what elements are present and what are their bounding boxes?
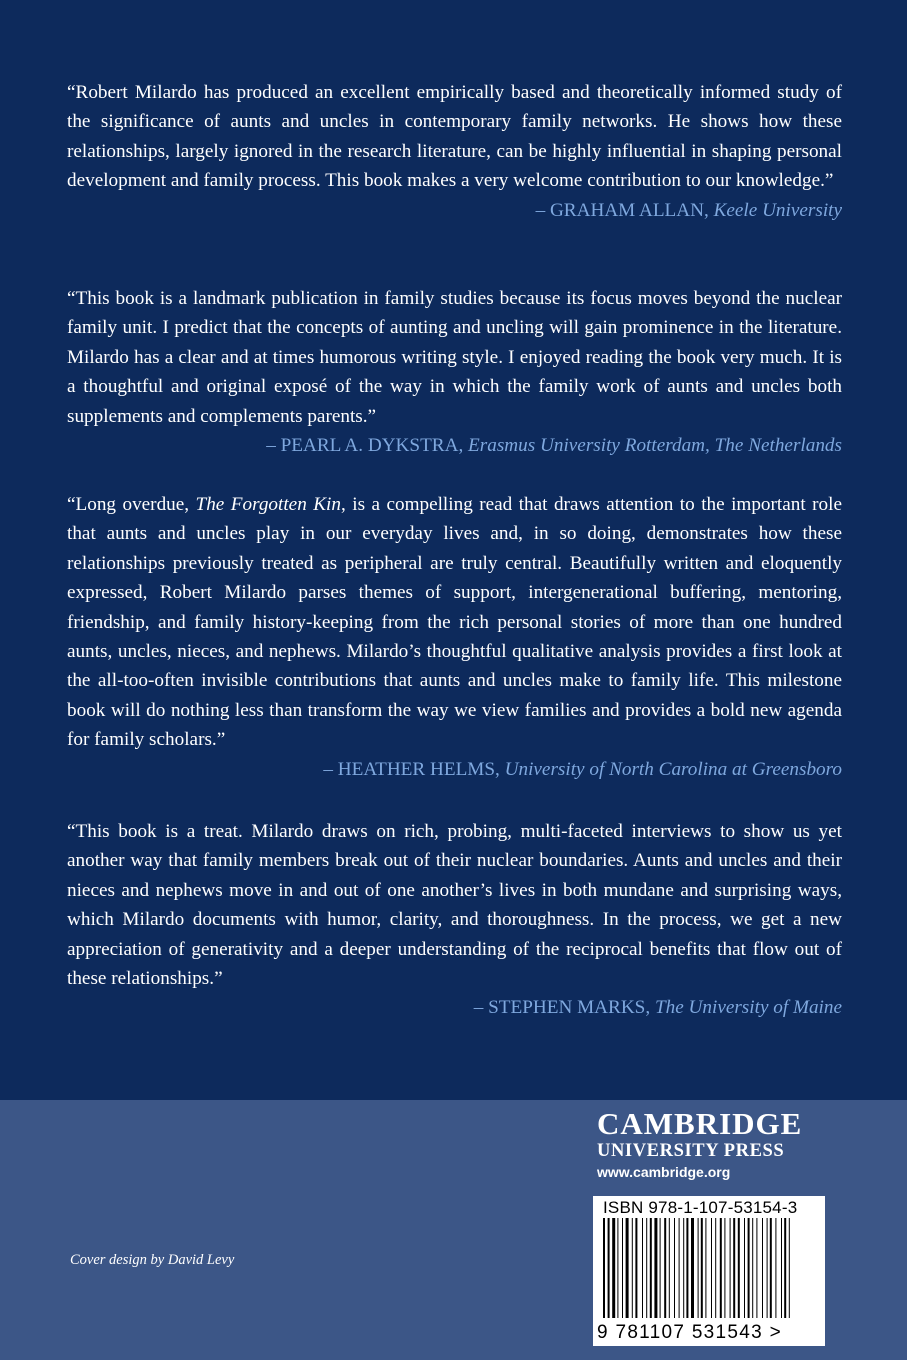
barcode-bar [715,1218,716,1318]
barcode-bar [711,1218,712,1318]
barcode-bar [762,1218,763,1318]
review-2 [67,284,842,460]
barcode-bar [664,1218,666,1318]
barcode-bar [738,1218,740,1318]
review-attribution [67,196,842,225]
review-attribution [67,755,842,784]
barcode-bar [744,1218,745,1318]
barcode-bar [603,1218,605,1318]
barcode-bar [654,1218,657,1318]
barcode-bar [789,1218,790,1318]
review-quote: “Robert Milardo has produced an excellent empirically based and theoretically informed study of the significance of aunts and uncles in contemporary family networks. He shows how these relationships, largely ignored in the research literature, can be highly influential in shaping personal development and family process. This book makes a very welcome contribution to our knowledge.” [67,82,842,192]
reviewer-name: – STEPHEN MARKS, [473,997,655,1019]
barcode-bar [669,1218,670,1318]
review-quote: “This book is a treat. Milardo draws on rich, probing, multi-faceted interviews to show us yet another way that family members break out of their nuclear boundaries. Aunts and uncles and their nieces and nephews move in and out of one another’s lives in both mundane and surprising ways, which Milardo documents with humor, clarity, and thoroughness. In the process, we get a new appreciation of generativity and a deeper understanding of the reciprocal benefits that flow out of these relationships.” [67,821,842,990]
barcode-bar [724,1218,725,1318]
review-4 [67,817,842,1023]
barcode-bar [650,1218,652,1318]
barcode-bar [705,1218,706,1318]
review-3 [67,490,842,784]
isbn-label: ISBN 978-1-107-53154-3 [603,1198,798,1217]
review-quote [67,490,842,755]
barcode-bar [770,1218,772,1318]
barcode-bar [679,1218,680,1318]
barcode-bar [622,1218,623,1318]
barcode-bar [674,1218,675,1318]
barcode-bar [767,1218,768,1318]
barcode-bar [635,1218,637,1318]
book-title: The Forgotten Kin [195,494,341,515]
barcode-bar [642,1218,643,1318]
quote-part: , is a compelling read that draws attention to the important role that aunts and uncles play in our everyday lives and, in so doing, demonstrates how these relationships previously treated as peripheral are truly central. Beautifully written and eloquently expressed, Robert Milardo parses themes of support, intergenerational buffering, mentoring, friendship, and family history-keeping from the rich personal stories of more than one hundred aunts, uncles, nieces, and nephews. Milardo’s thoughtful qualitative analysis provides a first look at the all-too-often invisible contributions that aunts and uncles make to family life. This milestone book will do nothing less than transform the way we view families and provides a bold new agenda for family scholars.” [67,494,842,751]
reviewer-affiliation: The University of Maine [654,997,842,1019]
barcode-bar [632,1218,633,1318]
barcode-bar [698,1218,699,1318]
barcode-bar [730,1218,731,1318]
barcode-bar [660,1218,661,1318]
barcode-bar [756,1218,757,1318]
reviewer-name: – HEATHER HELMS, [323,758,505,780]
barcode-bar [686,1218,688,1318]
barcode-bar [775,1218,776,1318]
barcode-bar [752,1218,753,1318]
barcode-bar [626,1218,629,1318]
barcode-bar [748,1218,750,1318]
barcode-bar [608,1218,610,1318]
review-quote: “This book is a landmark publication in family studies because its focus moves beyond the nuclear family unit. I predict that the concepts of aunting and uncling will gain prominence in the literature. Milardo has a clear and at times humorous writing style. I enjoyed reading the book very much. It is a thoughtful and original exposé of the way in which the family work of aunts and uncles both supplements and complements parents.” [67,288,842,427]
barcode-bar [617,1218,618,1318]
barcode-bar [612,1218,615,1318]
publisher-logo [597,1108,827,1182]
review-attribution [67,993,842,1022]
cover-design-credit: Cover design by David Levy [70,1252,235,1268]
barcode-bar [784,1218,786,1318]
barcode-bar [683,1218,684,1318]
reviewer-affiliation: Keele University [713,199,842,221]
barcode-bar [646,1218,647,1318]
reviewer-affiliation: Erasmus University Rotterdam, The Netherlands [468,435,842,457]
quote-part: “Long overdue, [67,494,196,515]
publisher-name: CAMBRIDGE [597,1106,803,1141]
barcode-digits: 9 781107 531543 > [597,1322,782,1343]
barcode-bars [599,1218,819,1320]
reviewer-name: – GRAHAM ALLAN, [535,199,714,221]
barcode-bar [691,1218,694,1318]
barcode-bar [720,1218,722,1318]
review-1 [67,78,842,225]
barcode-bar [701,1218,703,1318]
reviewer-name: – PEARL A. DYKSTRA, [266,435,469,457]
reviewer-affiliation: University of North Carolina at Greensboro [504,758,842,780]
isbn-barcode [593,1196,825,1346]
review-attribution [67,431,842,460]
barcode-bar [733,1218,735,1318]
publisher-url: www.cambridge.org [597,1164,731,1180]
barcode-bar [781,1218,782,1318]
publisher-subtitle: UNIVERSITY PRESS [597,1141,785,1161]
